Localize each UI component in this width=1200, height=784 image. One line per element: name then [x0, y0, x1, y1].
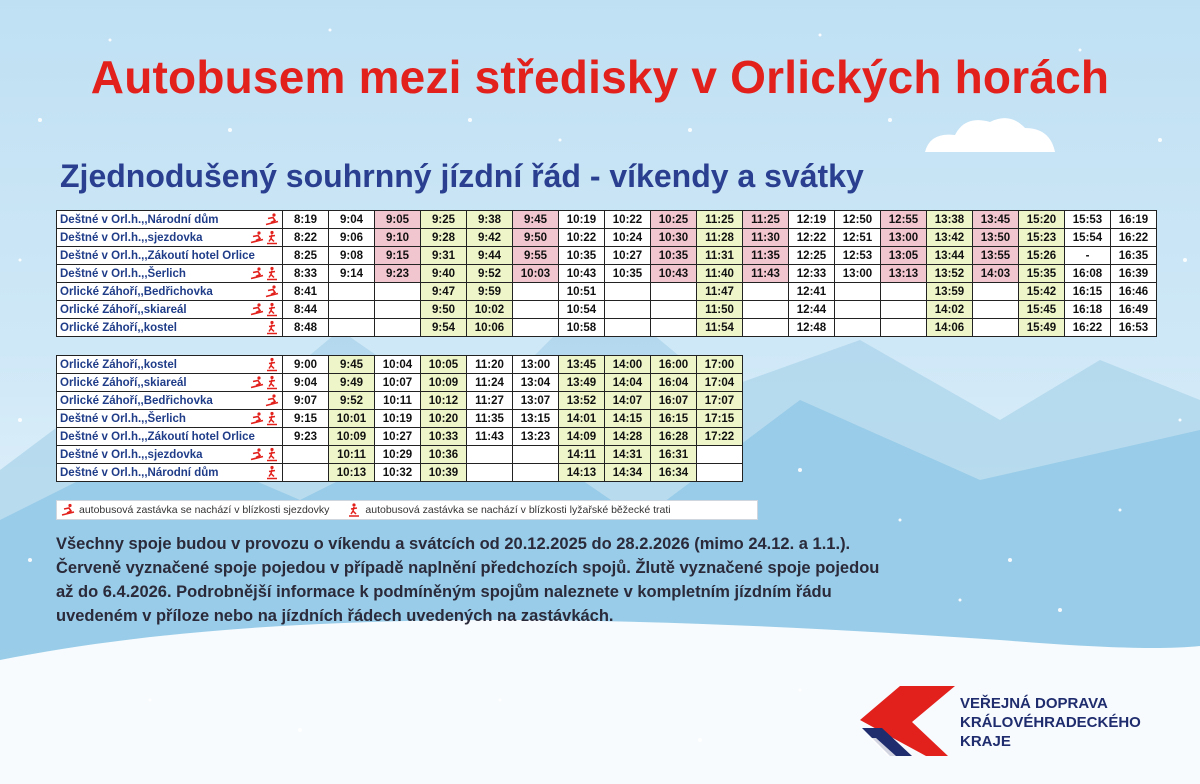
timetable-row	[57, 428, 743, 446]
departure-time: 15:53	[1065, 211, 1111, 229]
departure-time: 9:55	[513, 247, 559, 265]
departure-time: 11:30	[743, 229, 789, 247]
logo-line-1: VEŘEJNÁ DOPRAVA	[960, 695, 1108, 712]
departure-time: 9:40	[421, 265, 467, 283]
timetable-outbound	[56, 210, 1157, 337]
departure-time: 9:54	[421, 319, 467, 337]
logo-mark	[860, 682, 955, 760]
departure-time: 13:42	[927, 229, 973, 247]
departure-time: 11:20	[467, 356, 513, 374]
departure-time: 10:03	[513, 265, 559, 283]
info-line: Červeně vyznačené spoje pojedou v případě naplnění předchozích spojů. Žlutě vyznačené spoje pojedou	[56, 559, 880, 577]
departure-time: 11:40	[697, 265, 743, 283]
stop-name: Deštné v Orl.h.,,Národní dům	[60, 466, 219, 479]
stop-name: Deštné v Orl.h.,,sjezdovka	[60, 231, 203, 244]
departure-time: 14:06	[927, 319, 973, 337]
departure-time: 9:50	[421, 301, 467, 319]
departure-time: 9:05	[375, 211, 421, 229]
departure-time: 10:29	[375, 446, 421, 464]
skier-crosscountry-icon	[265, 411, 279, 426]
departure-time: 13:15	[513, 410, 559, 428]
departure-time: 10:30	[651, 229, 697, 247]
stop-name: Orlické Záhoří,,kostel	[60, 358, 177, 371]
timetable-row	[57, 356, 743, 374]
departure-time: 10:33	[421, 428, 467, 446]
timetable-row	[57, 374, 743, 392]
departure-time: 13:38	[927, 211, 973, 229]
departure-time: 11:35	[743, 247, 789, 265]
stop-name-cell	[57, 446, 283, 464]
stop-name: Orlické Záhoří,,Bedřichovka	[60, 394, 213, 407]
departure-time: 13:45	[559, 356, 605, 374]
departure-time: 17:04	[697, 374, 743, 392]
departure-time	[513, 446, 559, 464]
departure-time: 11:27	[467, 392, 513, 410]
departure-time	[973, 301, 1019, 319]
departure-time: 12:25	[789, 247, 835, 265]
departure-time: 10:11	[375, 392, 421, 410]
departure-time: 9:04	[329, 211, 375, 229]
departure-time: 10:07	[375, 374, 421, 392]
departure-time: 16:18	[1065, 301, 1111, 319]
departure-time: 10:06	[467, 319, 513, 337]
departure-time: 13:00	[835, 265, 881, 283]
departure-time: 12:19	[789, 211, 835, 229]
cloud	[925, 118, 1055, 152]
stop-name-cell	[57, 392, 283, 410]
departure-time: 8:22	[283, 229, 329, 247]
departure-time: 13:07	[513, 392, 559, 410]
departure-time: 13:52	[559, 392, 605, 410]
departure-time: 12:22	[789, 229, 835, 247]
departure-time	[651, 301, 697, 319]
departure-time: 16:35	[1111, 247, 1157, 265]
departure-time: 16:07	[651, 392, 697, 410]
departure-time: 9:10	[375, 229, 421, 247]
timetable-return	[56, 355, 743, 482]
skier-crosscountry-icon	[347, 503, 361, 517]
departure-time: 14:09	[559, 428, 605, 446]
departure-time	[513, 283, 559, 301]
departure-time: 16:34	[651, 464, 697, 482]
departure-time: 9:59	[467, 283, 513, 301]
departure-time: 11:25	[743, 211, 789, 229]
departure-time: 8:44	[283, 301, 329, 319]
departure-time	[329, 319, 375, 337]
departure-time: 11:24	[467, 374, 513, 392]
departure-time: 13:13	[881, 265, 927, 283]
departure-time: 16:00	[651, 356, 697, 374]
departure-time: 11:43	[743, 265, 789, 283]
departure-time: 10:36	[421, 446, 467, 464]
stop-name-cell	[57, 301, 283, 319]
departure-time: 14:04	[605, 374, 651, 392]
departure-time	[605, 301, 651, 319]
departure-time: 9:45	[513, 211, 559, 229]
departure-time: 9:50	[513, 229, 559, 247]
departure-time: 12:48	[789, 319, 835, 337]
departure-time: 10:22	[605, 211, 651, 229]
departure-time	[605, 319, 651, 337]
departure-time: 14:07	[605, 392, 651, 410]
departure-time: 14:15	[605, 410, 651, 428]
skier-crosscountry-icon	[265, 447, 279, 462]
skier-crosscountry-icon	[265, 320, 279, 335]
departure-time: 11:28	[697, 229, 743, 247]
departure-time: 9:23	[375, 265, 421, 283]
departure-time: 13:00	[513, 356, 559, 374]
departure-time: 10:43	[559, 265, 605, 283]
departure-time: 11:43	[467, 428, 513, 446]
departure-time	[743, 319, 789, 337]
departure-time	[973, 319, 1019, 337]
info-line: až do 6.4.2026. Podrobnější informace k podmíněným spojům naleznete v kompletním jízdním řádu	[56, 583, 832, 601]
departure-time: 10:27	[375, 428, 421, 446]
departure-time	[881, 301, 927, 319]
departure-time: 17:00	[697, 356, 743, 374]
departure-time: 9:28	[421, 229, 467, 247]
skier-downhill-icon	[250, 230, 264, 245]
logo-line-3: KRAJE	[960, 733, 1011, 750]
departure-time	[375, 319, 421, 337]
stop-name-cell	[57, 356, 283, 374]
skier-downhill-icon	[265, 284, 279, 299]
departure-time	[743, 301, 789, 319]
departure-time: 10:05	[421, 356, 467, 374]
departure-time: 13:52	[927, 265, 973, 283]
departure-time: 9:31	[421, 247, 467, 265]
departure-time: 11:35	[467, 410, 513, 428]
timetable-row	[57, 247, 1157, 265]
stop-name: Orlické Záhoří,,skiareál	[60, 303, 187, 316]
departure-time: 17:15	[697, 410, 743, 428]
departure-time: 9:44	[467, 247, 513, 265]
skier-crosscountry-icon	[265, 302, 279, 317]
departure-time: 10:12	[421, 392, 467, 410]
departure-time	[467, 464, 513, 482]
departure-time: 13:45	[973, 211, 1019, 229]
departure-time: 14:13	[559, 464, 605, 482]
departure-time: 8:41	[283, 283, 329, 301]
skier-downhill-icon	[250, 447, 264, 462]
departure-time: 13:55	[973, 247, 1019, 265]
departure-time: 10:32	[375, 464, 421, 482]
skier-downhill-icon	[61, 503, 75, 517]
departure-time: 10:04	[375, 356, 421, 374]
timetable-row	[57, 319, 1157, 337]
departure-time: 16:22	[1111, 229, 1157, 247]
departure-time: 12:50	[835, 211, 881, 229]
poster-title: Autobusem mezi středisky v Orlických horách	[90, 51, 1110, 103]
skier-downhill-icon	[250, 266, 264, 281]
timetable-row	[57, 464, 743, 482]
departure-time: 16:46	[1111, 283, 1157, 301]
departure-time: 9:52	[329, 392, 375, 410]
skier-crosscountry-icon	[265, 465, 279, 480]
info-text	[56, 532, 926, 628]
departure-time: 16:08	[1065, 265, 1111, 283]
skier-crosscountry-icon	[265, 230, 279, 245]
departure-time: 10:22	[559, 229, 605, 247]
departure-time: 10:35	[559, 247, 605, 265]
departure-time: 14:03	[973, 265, 1019, 283]
departure-time: 13:23	[513, 428, 559, 446]
departure-time	[513, 319, 559, 337]
departure-time: 13:50	[973, 229, 1019, 247]
departure-time	[605, 283, 651, 301]
departure-time: 12:51	[835, 229, 881, 247]
departure-time: 10:35	[605, 265, 651, 283]
stop-name: Deštné v Orl.h.,,Zákoutí hotel Orlice	[60, 249, 255, 262]
departure-time: 12:41	[789, 283, 835, 301]
stop-name-cell	[57, 211, 283, 229]
departure-time: 15:54	[1065, 229, 1111, 247]
logo-text	[960, 694, 1141, 751]
departure-time: 10:19	[559, 211, 605, 229]
departure-time: 15:49	[1019, 319, 1065, 337]
departure-time	[835, 301, 881, 319]
departure-time	[467, 446, 513, 464]
departure-time: 10:09	[329, 428, 375, 446]
timetable-row	[57, 229, 1157, 247]
departure-time: -	[1065, 247, 1111, 265]
departure-time: 8:33	[283, 265, 329, 283]
departure-time: 10:20	[421, 410, 467, 428]
departure-time: 14:01	[559, 410, 605, 428]
departure-time: 16:49	[1111, 301, 1157, 319]
skier-downhill-icon	[265, 393, 279, 408]
departure-time: 16:15	[651, 410, 697, 428]
timetable-row	[57, 392, 743, 410]
departure-time: 11:47	[697, 283, 743, 301]
departure-time	[881, 319, 927, 337]
departure-time: 15:45	[1019, 301, 1065, 319]
departure-time: 10:19	[375, 410, 421, 428]
departure-time: 16:22	[1065, 319, 1111, 337]
departure-time: 13:49	[559, 374, 605, 392]
departure-time: 16:39	[1111, 265, 1157, 283]
legend-item-downhill	[61, 503, 329, 517]
departure-time: 10:39	[421, 464, 467, 482]
timetable-row	[57, 283, 1157, 301]
departure-time: 14:28	[605, 428, 651, 446]
departure-time: 16:04	[651, 374, 697, 392]
departure-time	[697, 464, 743, 482]
departure-time: 9:49	[329, 374, 375, 392]
departure-time: 9:15	[375, 247, 421, 265]
departure-time	[329, 283, 375, 301]
departure-time: 14:11	[559, 446, 605, 464]
timetable-row	[57, 410, 743, 428]
departure-time: 10:35	[651, 247, 697, 265]
departure-time: 11:54	[697, 319, 743, 337]
stop-name: Deštné v Orl.h.,,sjezdovka	[60, 448, 203, 461]
departure-time: 9:47	[421, 283, 467, 301]
departure-time: 12:53	[835, 247, 881, 265]
stop-name: Orlické Záhoří,,Bedřichovka	[60, 285, 213, 298]
departure-time	[835, 319, 881, 337]
stop-name-cell	[57, 464, 283, 482]
departure-time: 16:53	[1111, 319, 1157, 337]
poster-subtitle: Zjednodušený souhrnný jízdní řád - víkendy a svátky	[60, 158, 864, 194]
timetable-row	[57, 446, 743, 464]
departure-time: 9:04	[283, 374, 329, 392]
departure-time: 16:28	[651, 428, 697, 446]
departure-time: 13:59	[927, 283, 973, 301]
departure-time: 10:24	[605, 229, 651, 247]
departure-time: 11:25	[697, 211, 743, 229]
skier-crosscountry-icon	[265, 375, 279, 390]
skier-downhill-icon	[250, 302, 264, 317]
departure-time: 15:35	[1019, 265, 1065, 283]
departure-time	[283, 446, 329, 464]
departure-time	[881, 283, 927, 301]
skier-crosscountry-icon	[265, 357, 279, 372]
departure-time	[743, 283, 789, 301]
departure-time: 10:43	[651, 265, 697, 283]
departure-time: 17:22	[697, 428, 743, 446]
stop-name-cell	[57, 265, 283, 283]
departure-time	[283, 464, 329, 482]
departure-time: 11:31	[697, 247, 743, 265]
departure-time	[835, 283, 881, 301]
departure-time: 9:38	[467, 211, 513, 229]
departure-time: 9:06	[329, 229, 375, 247]
departure-time: 8:19	[283, 211, 329, 229]
departure-time: 16:19	[1111, 211, 1157, 229]
stop-name-cell	[57, 247, 283, 265]
departure-time: 9:15	[283, 410, 329, 428]
departure-time: 15:42	[1019, 283, 1065, 301]
stop-name: Orlické Záhoří,,kostel	[60, 321, 177, 334]
stop-name: Deštné v Orl.h.,,Šerlich	[60, 267, 186, 280]
departure-time: 10:13	[329, 464, 375, 482]
departure-time: 15:26	[1019, 247, 1065, 265]
departure-time	[375, 301, 421, 319]
departure-time: 14:02	[927, 301, 973, 319]
departure-time: 9:25	[421, 211, 467, 229]
timetable-row	[57, 265, 1157, 283]
departure-time: 15:20	[1019, 211, 1065, 229]
legend-crosscountry-text: autobusová zastávka se nachází v blízkosti lyžařské běžecké trati	[365, 504, 671, 516]
departure-time: 12:55	[881, 211, 927, 229]
legend-downhill-text: autobusová zastávka se nachází v blízkosti sjezdovky	[79, 504, 330, 516]
departure-time: 10:11	[329, 446, 375, 464]
stop-name: Orlické Záhoří,,skiareál	[60, 376, 187, 389]
stop-name-cell	[57, 410, 283, 428]
departure-time	[973, 283, 1019, 301]
departure-time: 12:33	[789, 265, 835, 283]
departure-time	[513, 301, 559, 319]
departure-time: 10:54	[559, 301, 605, 319]
departure-time: 14:31	[605, 446, 651, 464]
departure-time: 9:07	[283, 392, 329, 410]
departure-time: 15:23	[1019, 229, 1065, 247]
departure-time: 10:25	[651, 211, 697, 229]
departure-time	[697, 446, 743, 464]
departure-time: 16:31	[651, 446, 697, 464]
departure-time: 9:23	[283, 428, 329, 446]
skier-crosscountry-icon	[265, 266, 279, 281]
departure-time	[651, 283, 697, 301]
departure-time: 12:44	[789, 301, 835, 319]
departure-time	[329, 301, 375, 319]
logo	[860, 682, 1160, 762]
departure-time: 13:05	[881, 247, 927, 265]
stop-name-cell	[57, 319, 283, 337]
stop-name: Deštné v Orl.h.,,Šerlich	[60, 412, 186, 425]
info-line: uvedeném v příloze nebo na jízdních řádech uvedených na zastávkách.	[56, 607, 614, 625]
departure-time: 9:52	[467, 265, 513, 283]
skier-downhill-icon	[250, 375, 264, 390]
departure-time: 10:51	[559, 283, 605, 301]
departure-time: 8:25	[283, 247, 329, 265]
info-line: Všechny spoje budou v provozu o víkendu a svátcích od 20.12.2025 do 28.2.2026 (mimo 24.12. a 1.1.).	[56, 535, 851, 553]
departure-time: 13:04	[513, 374, 559, 392]
departure-time: 9:42	[467, 229, 513, 247]
departure-time: 13:00	[881, 229, 927, 247]
departure-time: 10:02	[467, 301, 513, 319]
departure-time	[375, 283, 421, 301]
departure-time: 17:07	[697, 392, 743, 410]
departure-time: 8:48	[283, 319, 329, 337]
stop-name: Deštné v Orl.h.,,Zákoutí hotel Orlice	[60, 430, 255, 443]
stop-name-cell	[57, 229, 283, 247]
stop-name: Deštné v Orl.h.,,Národní dům	[60, 213, 219, 226]
legend	[56, 500, 758, 520]
departure-time: 16:15	[1065, 283, 1111, 301]
stop-name-cell	[57, 428, 283, 446]
departure-time: 10:01	[329, 410, 375, 428]
departure-time	[651, 319, 697, 337]
departure-time: 13:44	[927, 247, 973, 265]
skier-downhill-icon	[250, 411, 264, 426]
timetable-row	[57, 301, 1157, 319]
stop-name-cell	[57, 374, 283, 392]
timetable-row	[57, 211, 1157, 229]
logo-line-2: KRÁLOVÉHRADECKÉHO	[960, 714, 1141, 731]
departure-time: 10:27	[605, 247, 651, 265]
departure-time: 10:58	[559, 319, 605, 337]
departure-time: 14:34	[605, 464, 651, 482]
departure-time: 14:00	[605, 356, 651, 374]
legend-item-crosscountry	[347, 503, 670, 517]
skier-downhill-icon	[265, 212, 279, 227]
departure-time: 9:00	[283, 356, 329, 374]
departure-time: 11:50	[697, 301, 743, 319]
departure-time: 9:45	[329, 356, 375, 374]
departure-time: 9:08	[329, 247, 375, 265]
departure-time	[513, 464, 559, 482]
departure-time: 9:14	[329, 265, 375, 283]
stop-name-cell	[57, 283, 283, 301]
departure-time: 10:09	[421, 374, 467, 392]
